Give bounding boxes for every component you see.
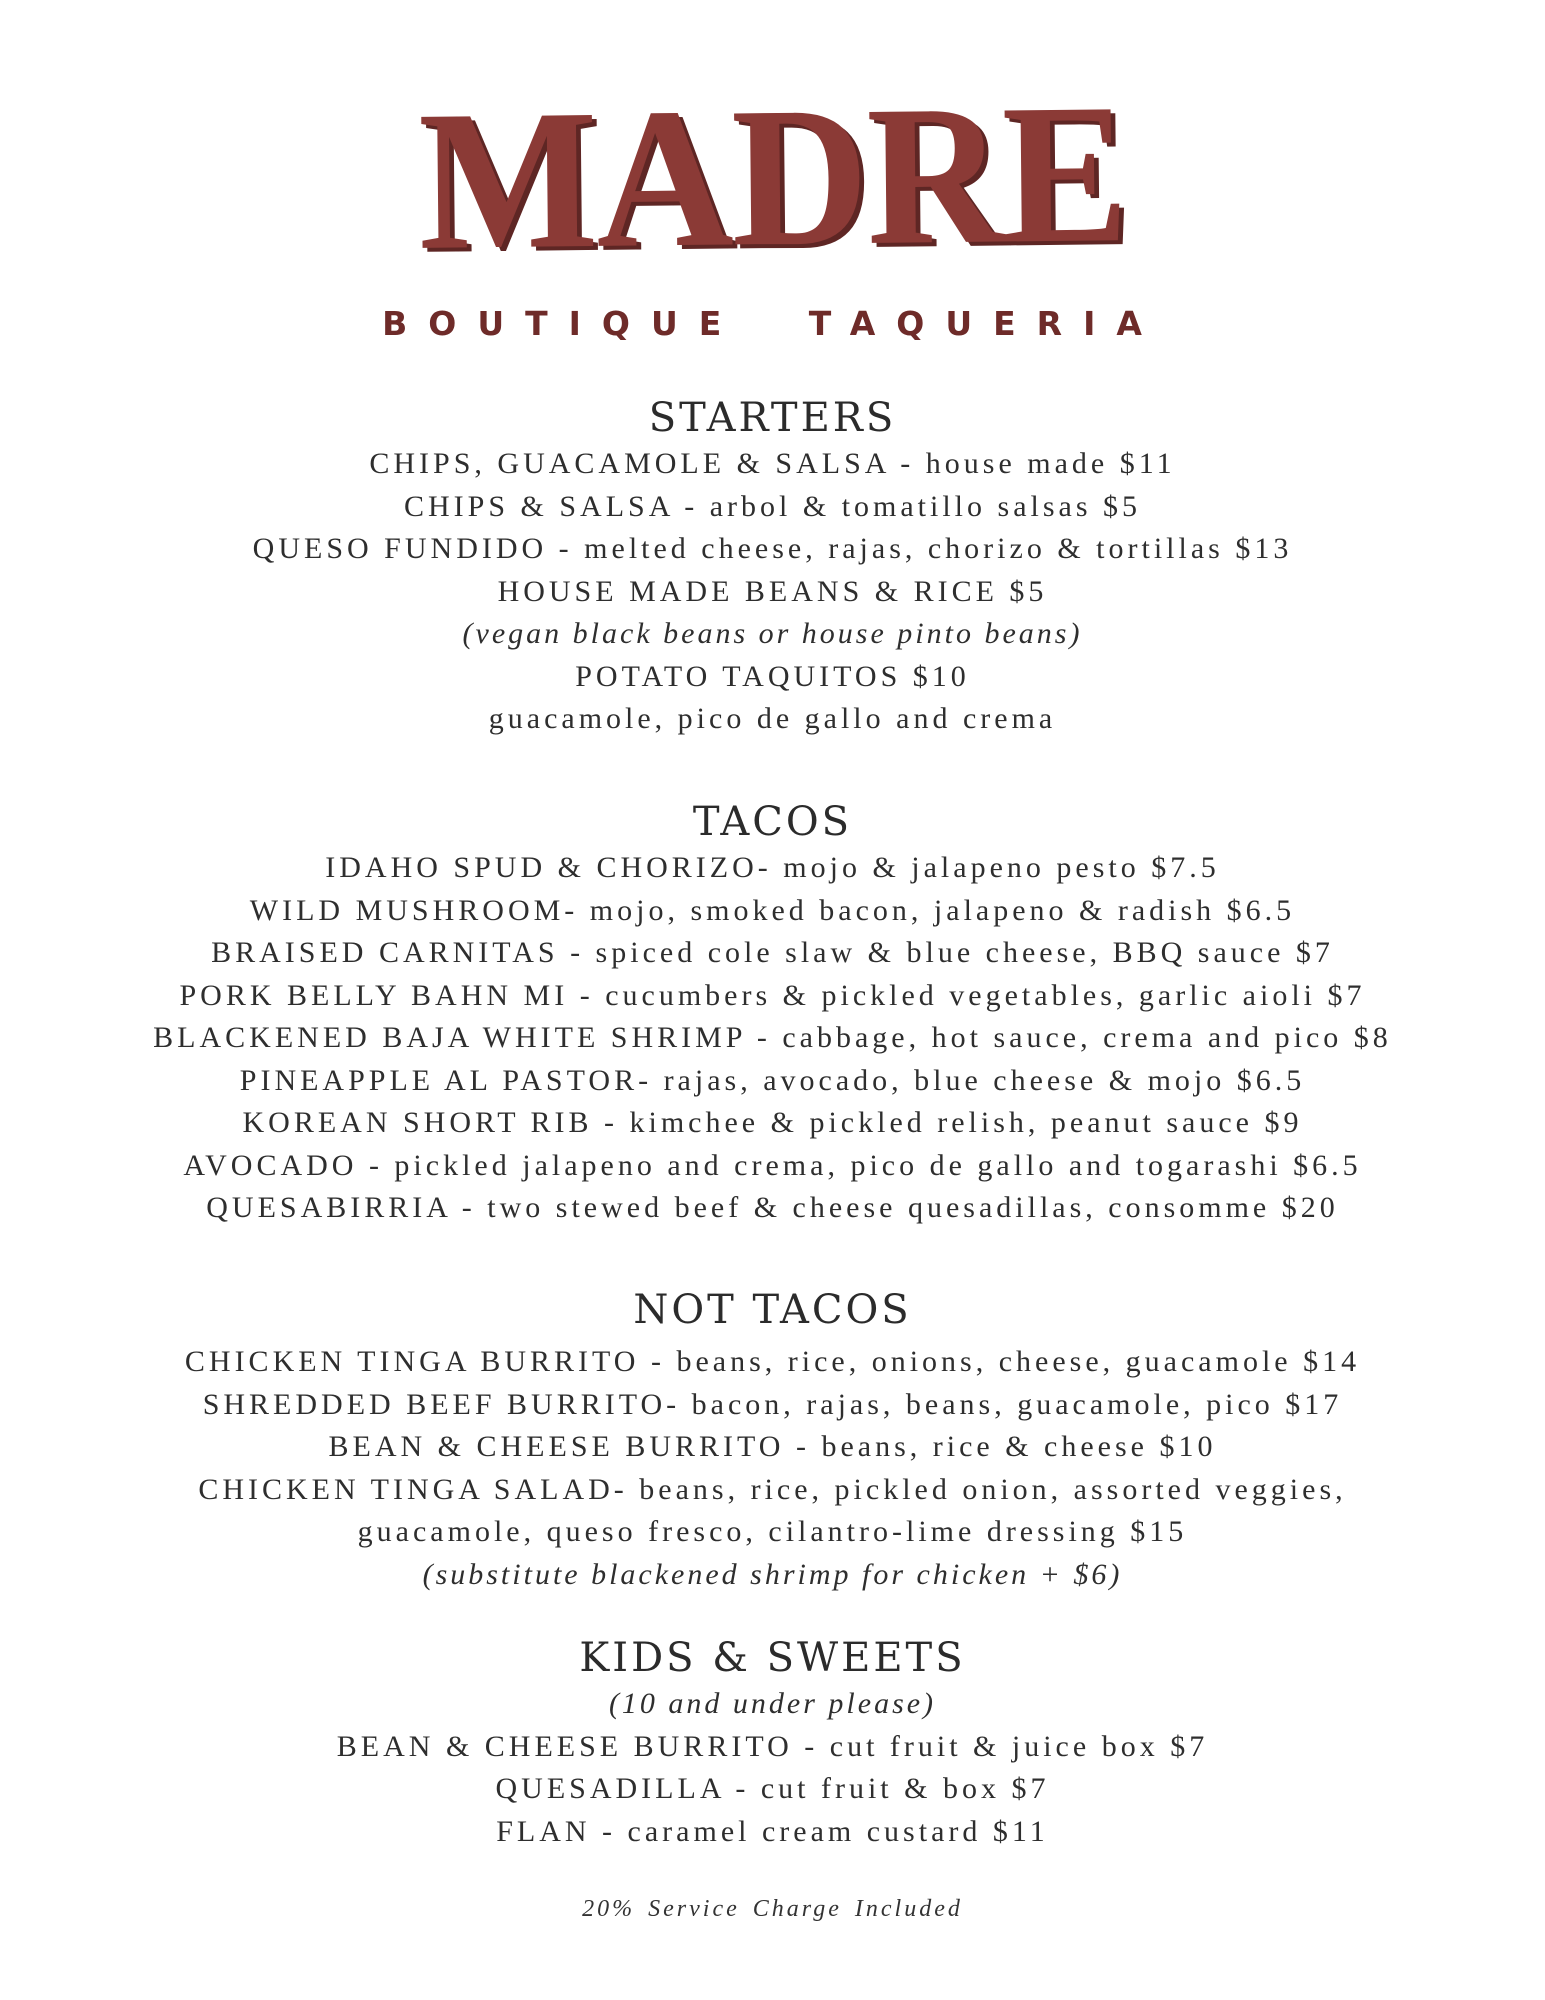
menu-item: CHICKEN TINGA BURRITO - beans, rice, onions, cheese, guacamole $14 <box>184 1345 1361 1378</box>
menu-item: QUESO FUNDIDO - melted cheese, rajas, chorizo & tortillas $13 <box>252 532 1293 565</box>
brand-name: MADRE <box>417 63 1128 292</box>
section-title: KIDS & SWEETS <box>579 1635 966 1681</box>
menu-item: BEAN & CHEESE BURRITO - cut fruit & juice box $7 <box>336 1729 1209 1763</box>
menu-item: HOUSE MADE BEANS & RICE $5 <box>497 574 1048 608</box>
logo <box>0 63 1545 292</box>
section-title: STARTERS <box>648 395 897 441</box>
menu-item: CHIPS, GUACAMOLE & SALSA - house made $11 <box>369 447 1176 480</box>
menu-item: QUESABIRRIA - two stewed beef & cheese quesadillas, consomme $20 <box>206 1191 1339 1224</box>
menu-item: BEAN & CHEESE BURRITO - beans, rice & cheese $10 <box>328 1430 1217 1463</box>
menu-item: KOREAN SHORT RIB - kimchee & pickled relish, peanut sauce $9 <box>242 1106 1303 1139</box>
menu-item: BLACKENED BAJA WHITE SHRIMP - cabbage, hot sauce, crema and pico $8 <box>153 1021 1392 1054</box>
menu-item-description: guacamole, pico de gallo and crema <box>488 702 1057 735</box>
menu-note: (10 and under please) <box>608 1687 937 1720</box>
menu-item: FLAN - caramel cream custard $11 <box>496 1814 1049 1848</box>
menu-note: (vegan black beans or house pinto beans) <box>462 617 1083 650</box>
section-starters <box>40 393 1505 741</box>
section-title: NOT TACOS <box>633 1287 912 1333</box>
section-kids-sweets <box>40 1633 1505 1853</box>
menu-item: PINEAPPLE AL PASTOR- rajas, avocado, blue cheese & mojo $6.5 <box>239 1063 1306 1097</box>
brand-subtitle: BOUTIQUE TAQUERIA <box>382 304 1163 343</box>
menu-item: WILD MUSHROOM- mojo, smoked bacon, jalapeno & radish $6.5 <box>249 893 1296 927</box>
menu-note: (substitute blackened shrimp for chicken + $6) <box>422 1557 1123 1591</box>
menu-item: AVOCADO - pickled jalapeno and crema, pico de gallo and togarashi $6.5 <box>183 1148 1362 1182</box>
menu-item: BRAISED CARNITAS - spiced cole slaw & blue cheese, BBQ sauce $7 <box>211 936 1334 969</box>
menu-item-description: guacamole, queso fresco, cilantro-lime dressing $15 <box>357 1515 1188 1548</box>
menu-item: IDAHO SPUD & CHORIZO- mojo & jalapeno pesto $7.5 <box>325 851 1220 884</box>
menu-item: PORK BELLY BAHN MI - cucumbers & pickled vegetables, garlic aioli $7 <box>179 978 1366 1012</box>
menu-item: POTATO TAQUITOS $10 <box>575 659 970 693</box>
section-not-tacos <box>40 1285 1505 1596</box>
section-title: TACOS <box>692 799 853 845</box>
menu-item: CHIPS & SALSA - arbol & tomatillo salsas $5 <box>403 489 1142 523</box>
service-charge-note: 20% Service Charge Included <box>582 1896 963 1922</box>
menu-item: SHREDDED BEEF BURRITO- bacon, rajas, beans, guacamole, pico $17 <box>202 1387 1343 1421</box>
menu-item: CHICKEN TINGA SALAD- beans, rice, pickled onion, assorted veggies, <box>198 1472 1347 1506</box>
section-tacos <box>40 797 1505 1230</box>
menu-item: QUESADILLA - cut fruit & box $7 <box>495 1772 1050 1805</box>
